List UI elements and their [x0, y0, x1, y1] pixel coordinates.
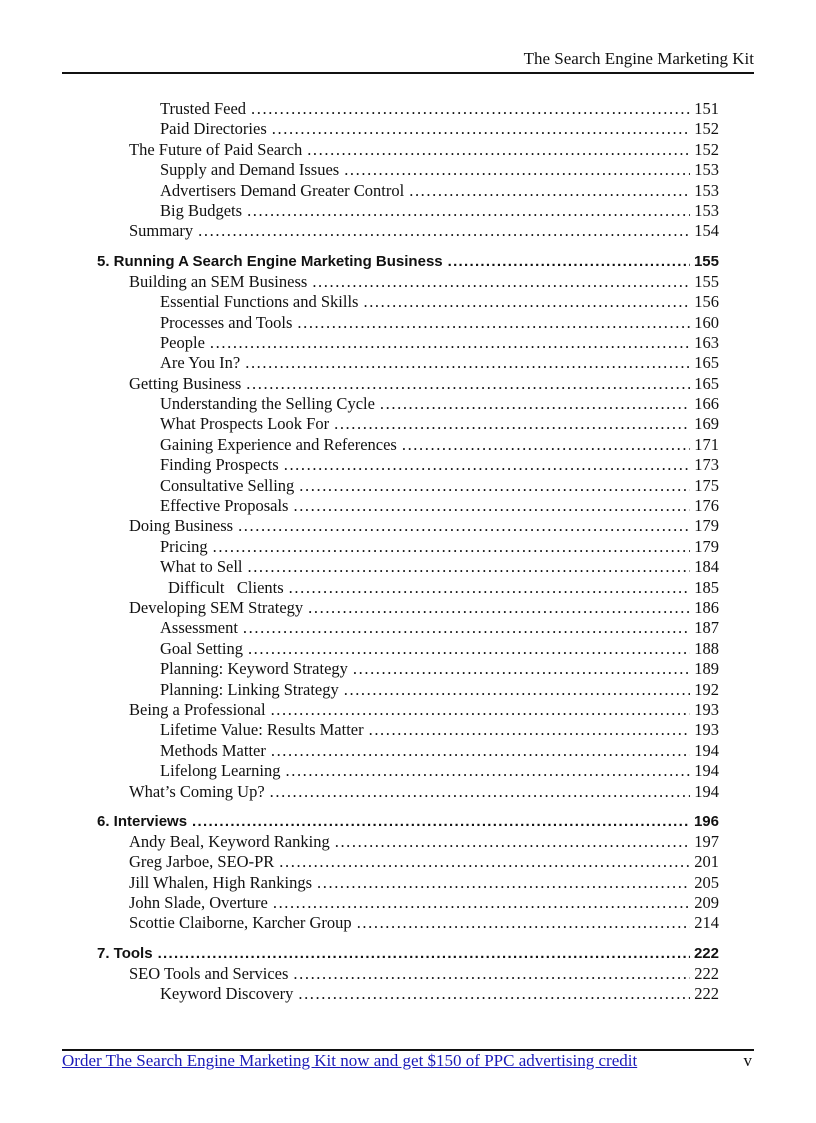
dot-leader — [289, 578, 691, 598]
toc-entry-label: Scottie Claiborne, Karcher Group — [129, 913, 352, 933]
toc-entry[interactable] — [97, 639, 719, 659]
toc-entry-label: Big Budgets — [160, 200, 243, 220]
dot-leader — [248, 639, 690, 659]
toc-entry[interactable] — [97, 181, 719, 201]
dot-leader — [192, 811, 690, 832]
toc-entry[interactable] — [97, 832, 719, 852]
toc-entry[interactable] — [97, 374, 719, 394]
toc-entry-label: Pricing — [160, 536, 208, 556]
toc-entry[interactable] — [97, 852, 719, 872]
toc-entry-label: Building an SEM Business — [129, 271, 308, 291]
toc-entry-page: 165 — [694, 353, 719, 373]
page-number: v — [743, 1051, 752, 1070]
toc-entry-page: 155 — [694, 271, 719, 291]
dot-leader — [247, 557, 690, 577]
toc-chapter-label: 7. Tools — [97, 944, 153, 962]
toc-entry-page: 193 — [694, 720, 719, 740]
toc-entry-page: 171 — [694, 434, 719, 454]
dot-leader — [213, 537, 691, 557]
dot-leader — [353, 659, 690, 679]
dot-leader — [272, 119, 690, 139]
toc-entry-page: 185 — [694, 577, 719, 597]
toc-entry-page: 179 — [694, 536, 719, 556]
toc-entry-page: 194 — [694, 761, 719, 781]
dot-leader — [273, 893, 690, 913]
toc-entry[interactable] — [97, 598, 719, 618]
dot-leader — [284, 455, 691, 475]
toc-entry-label: Getting Business — [129, 373, 242, 393]
toc-entry-label: What to Sell — [160, 557, 243, 577]
toc-entry-page: 166 — [694, 394, 719, 414]
toc-entry-label: Difficult Clients — [168, 577, 284, 597]
toc-entry-label: Lifetime Value: Results Matter — [160, 720, 364, 740]
toc-entry[interactable] — [97, 221, 719, 241]
dot-leader — [293, 964, 690, 984]
dot-leader — [334, 414, 690, 434]
toc-entry[interactable] — [97, 394, 719, 414]
dot-leader — [312, 272, 690, 292]
toc-entry[interactable] — [97, 455, 719, 475]
toc-entry-page: 222 — [694, 963, 719, 983]
toc-entry-label: Paid Directories — [160, 119, 267, 139]
order-kit-link[interactable]: Order The Search Engine Marketing Kit now and get $150 of PPC advertising credit — [62, 1051, 638, 1070]
dot-leader — [238, 516, 690, 536]
toc-entry-page: 201 — [694, 852, 719, 872]
dot-leader — [243, 618, 690, 638]
toc-chapter-page: 155 — [693, 252, 719, 270]
toc-entry-page: 197 — [694, 831, 719, 851]
toc-entry-page: 152 — [694, 119, 719, 139]
dot-leader — [198, 221, 690, 241]
toc-entry-page: 184 — [694, 557, 719, 577]
toc-entry-label: What Prospects Look For — [160, 414, 330, 434]
toc-entry-label: Developing SEM Strategy — [129, 597, 304, 617]
toc-entry-label: People — [160, 332, 205, 352]
dot-leader — [279, 852, 690, 872]
dot-leader — [286, 761, 691, 781]
toc-entry-page: 205 — [694, 872, 719, 892]
header-divider — [62, 72, 754, 74]
toc-entry-label: Methods Matter — [160, 740, 266, 760]
dot-leader — [298, 984, 690, 1004]
toc-entry-page: 175 — [694, 475, 719, 495]
dot-leader — [363, 292, 690, 312]
toc-entry-page: 173 — [694, 455, 719, 475]
toc-entry-label: Greg Jarboe, SEO-PR — [129, 852, 275, 872]
dot-leader — [344, 160, 690, 180]
dot-leader — [245, 353, 690, 373]
dot-leader — [251, 99, 690, 119]
dot-leader — [402, 435, 690, 455]
running-header-title: The Search Engine Marketing Kit — [523, 49, 754, 68]
toc-entry[interactable] — [97, 496, 719, 516]
toc-entry-label: Goal Setting — [160, 638, 243, 658]
toc-entry-page: 176 — [694, 496, 719, 516]
dot-leader — [357, 913, 691, 933]
toc-entry[interactable] — [97, 99, 719, 119]
toc-entry[interactable] — [97, 353, 719, 373]
toc-entry-label: Supply and Demand Issues — [160, 160, 340, 180]
toc-entry-label: SEO Tools and Services — [129, 963, 289, 983]
dot-leader — [380, 394, 690, 414]
toc-chapter-5[interactable] — [97, 251, 719, 272]
dot-leader — [335, 832, 691, 852]
toc-chapter-6[interactable] — [97, 811, 719, 832]
toc-entry-label: Understanding the Selling Cycle — [160, 394, 375, 414]
toc-entry[interactable] — [97, 516, 719, 536]
toc-entry-label: Planning: Keyword Strategy — [160, 659, 348, 679]
toc-entry[interactable] — [97, 618, 719, 638]
toc-entry[interactable] — [97, 659, 719, 679]
toc-entry-page: 193 — [694, 699, 719, 719]
dot-leader — [344, 680, 691, 700]
toc-entry-page: 194 — [694, 781, 719, 801]
toc-entry-page: 194 — [694, 740, 719, 760]
toc-entry[interactable] — [97, 741, 719, 761]
toc-entry[interactable] — [97, 476, 719, 496]
toc-entry-label: Essential Functions and Skills — [160, 292, 359, 312]
toc-entry-label: Trusted Feed — [160, 99, 247, 118]
dot-leader — [307, 140, 690, 160]
dot-leader — [369, 720, 691, 740]
toc-entry-page: 153 — [694, 200, 719, 220]
toc-entry[interactable] — [97, 913, 719, 933]
toc-entry-page: 153 — [694, 180, 719, 200]
toc-entry[interactable] — [97, 700, 719, 720]
toc-entry[interactable] — [97, 435, 719, 455]
toc-entry-label: Lifelong Learning — [160, 761, 281, 781]
dot-leader — [270, 782, 691, 802]
toc-entry-page: 222 — [694, 984, 719, 1004]
toc-entry-label: Keyword Discovery — [160, 984, 294, 1004]
dot-leader — [448, 251, 690, 272]
toc-entry-page: 154 — [694, 221, 719, 241]
dot-leader — [271, 700, 691, 720]
toc-entry[interactable] — [97, 720, 719, 740]
toc-entry[interactable] — [97, 680, 719, 700]
toc-entry-label: What’s Coming Up? — [129, 781, 265, 801]
toc-entry-page: 156 — [694, 292, 719, 312]
toc-entry-label: Effective Proposals — [160, 496, 289, 516]
toc-entry-page: 169 — [694, 414, 719, 434]
toc-entry-label: Finding Prospects — [160, 455, 279, 475]
toc-entry-label: John Slade, Overture — [129, 893, 268, 913]
toc-entry[interactable] — [97, 140, 719, 160]
toc-entry-label: Jill Whalen, High Rankings — [129, 872, 313, 892]
toc-entry-page: 214 — [694, 913, 719, 933]
toc-entry-label: The Future of Paid Search — [129, 139, 303, 159]
toc-chapter-label: 5. Running A Search Engine Marketing Business — [97, 252, 443, 270]
toc-entry[interactable] — [97, 537, 719, 557]
toc-entry[interactable] — [97, 333, 719, 353]
toc-entry[interactable] — [97, 160, 719, 180]
toc-entry[interactable] — [97, 761, 719, 781]
toc-entry-label: Andy Beal, Keyword Ranking — [129, 831, 330, 851]
toc-entry[interactable] — [97, 893, 719, 913]
toc-entry[interactable] — [97, 964, 719, 984]
toc-entry-page: 152 — [694, 139, 719, 159]
dot-leader — [308, 598, 690, 618]
toc-entry-label: Consultative Selling — [160, 475, 295, 495]
toc-entry[interactable] — [97, 119, 719, 139]
toc-entry-page: 187 — [694, 618, 719, 638]
toc-entry-page: 160 — [694, 312, 719, 332]
toc-entry-label: Doing Business — [129, 516, 234, 536]
toc-entry-label: Being a Professional — [129, 699, 266, 719]
toc-entry[interactable] — [97, 313, 719, 333]
toc-entry[interactable] — [97, 782, 719, 802]
toc-entry-page: 151 — [694, 99, 719, 118]
dot-leader — [317, 873, 690, 893]
dot-leader — [158, 943, 690, 964]
dot-leader — [271, 741, 690, 761]
dot-leader — [247, 201, 690, 221]
toc-entry-label: Processes and Tools — [160, 312, 293, 332]
toc-entry[interactable] — [97, 414, 719, 434]
toc-entry-page: 153 — [694, 160, 719, 180]
toc-entry-label: Planning: Linking Strategy — [160, 679, 339, 699]
toc-entry-page: 188 — [694, 638, 719, 658]
toc-entry-page: 192 — [694, 679, 719, 699]
toc-entry[interactable] — [97, 201, 719, 221]
toc-entry-page: 179 — [694, 516, 719, 536]
toc-chapter-page: 222 — [693, 944, 719, 962]
dot-leader — [293, 496, 690, 516]
toc-entry[interactable] — [97, 292, 719, 312]
table-of-contents — [97, 99, 719, 1005]
dot-leader — [297, 313, 690, 333]
toc-entry-label: Advertisers Demand Greater Control — [160, 180, 405, 200]
toc-entry-page: 209 — [694, 893, 719, 913]
toc-entry-page: 163 — [694, 332, 719, 352]
dot-leader — [210, 333, 690, 353]
dot-leader — [299, 476, 690, 496]
toc-entry[interactable] — [97, 557, 719, 577]
toc-entry-page: 165 — [694, 373, 719, 393]
toc-chapter-label: 6. Interviews — [97, 812, 188, 830]
toc-entry-label: Gaining Experience and References — [160, 434, 397, 454]
toc-entry-label: Are You In? — [160, 353, 241, 373]
toc-chapter-7[interactable] — [97, 943, 719, 964]
toc-entry-page: 186 — [694, 597, 719, 617]
dot-leader — [246, 374, 690, 394]
toc-entry-page: 189 — [694, 659, 719, 679]
toc-entry[interactable] — [97, 984, 719, 1004]
toc-entry-label: Summary — [129, 221, 194, 241]
dot-leader — [409, 181, 690, 201]
toc-entry[interactable] — [97, 578, 719, 598]
toc-entry[interactable] — [97, 272, 719, 292]
toc-entry[interactable] — [97, 873, 719, 893]
toc-entry-label: Assessment — [160, 618, 238, 638]
toc-chapter-page: 196 — [693, 812, 719, 830]
